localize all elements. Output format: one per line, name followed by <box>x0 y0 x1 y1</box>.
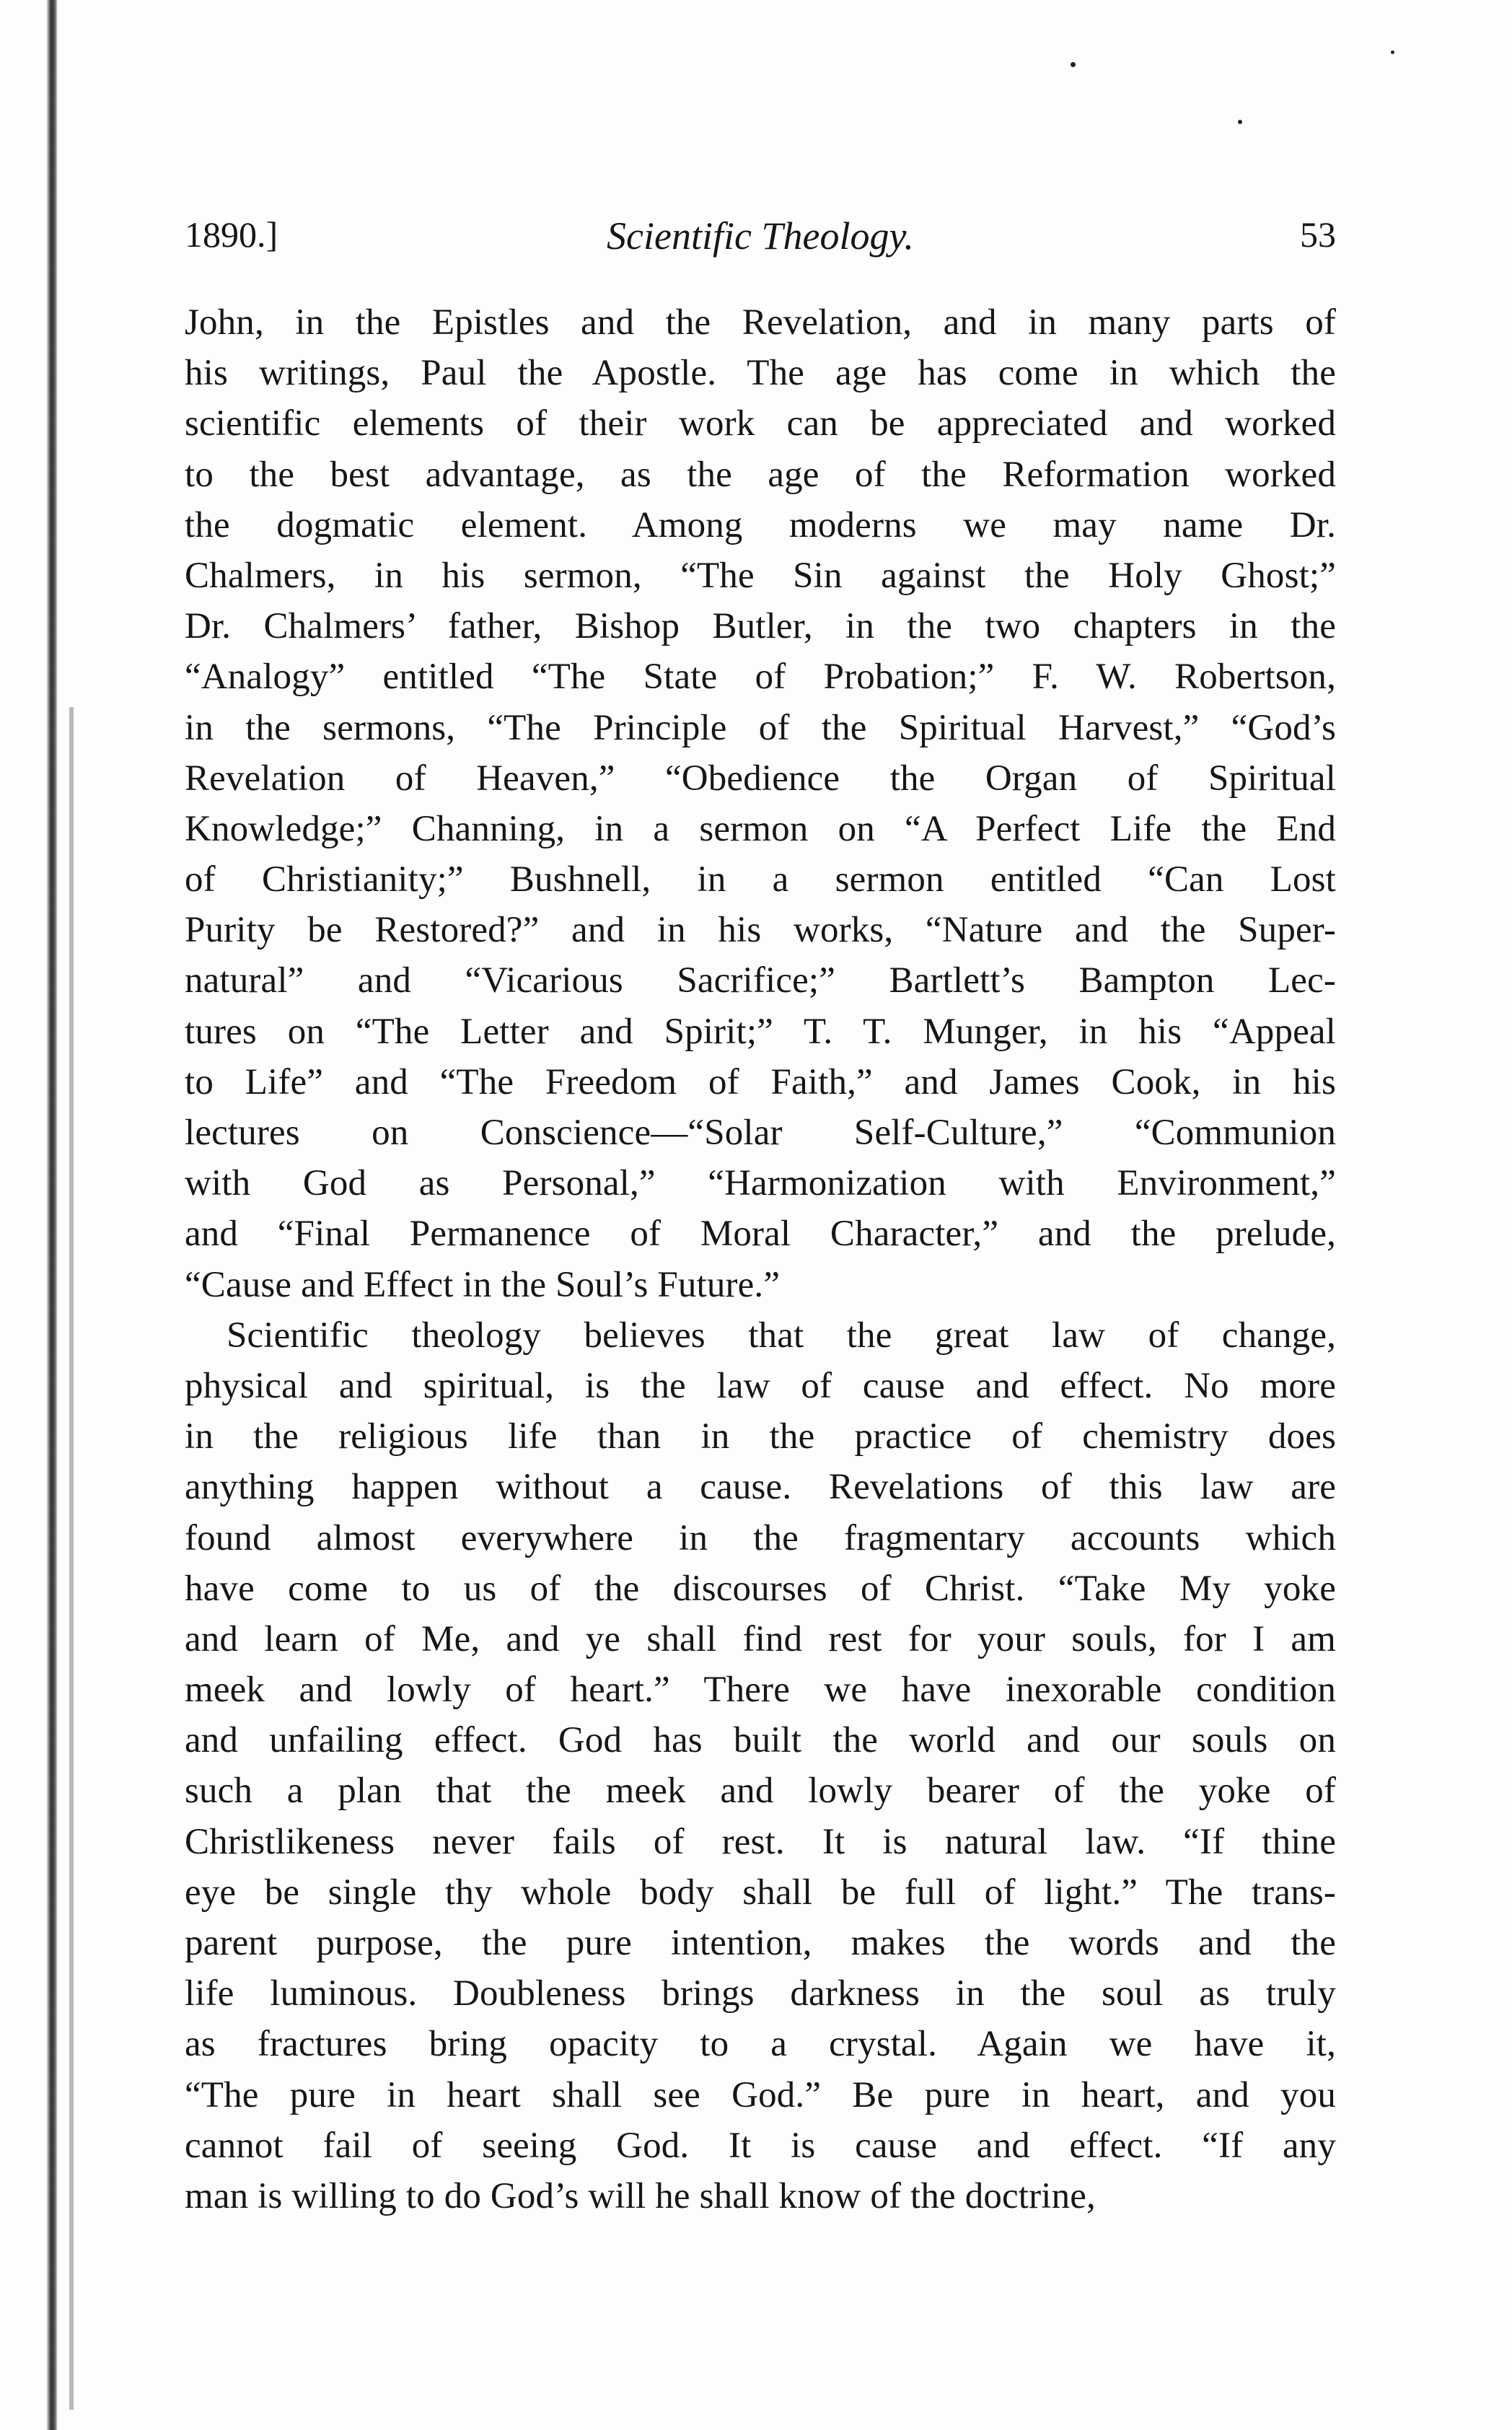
text-line: anything happen without a cause. Revelations of this law are <box>185 1467 1336 1508</box>
paragraph <box>185 1310 1336 2221</box>
text-line: in the sermons, “The Principle of the Spiritual Harvest,” “God’s <box>185 707 1336 748</box>
text-line: Knowledge;” Channing, in a sermon on “A Perfect Life the End <box>185 808 1336 849</box>
text-line: the dogmatic element. Among moderns we may name Dr. <box>185 504 1336 545</box>
running-head <box>185 208 1336 266</box>
text-line: of Christianity;” Bushnell, in a sermon entitled “Can Lost <box>185 859 1336 900</box>
text-line: Scientific theology believes that the great law of change, <box>227 1315 1336 1356</box>
paper-speck <box>1071 62 1076 67</box>
text-line: found almost everywhere in the fragmentary accounts which <box>185 1517 1336 1558</box>
paper-speck <box>1238 120 1242 124</box>
text-line: parent purpose, the pure intention, makes the words and the <box>185 1923 1336 1963</box>
text-line: to Life” and “The Freedom of Faith,” and James Cook, in his <box>185 1061 1336 1102</box>
text-line: lectures on Conscience—“Solar Self-Culture,” “Communion <box>185 1113 1336 1153</box>
text-line: “Analogy” entitled “The State of Probation;” F. W. Robertson, <box>185 657 1336 698</box>
text-line: and unfailing effect. God has built the world and our souls on <box>185 1720 1336 1761</box>
body-text <box>185 297 1336 2221</box>
text-line: Dr. Chalmers’ father, Bishop Butler, in the two chapters in the <box>185 606 1336 647</box>
text-line: have come to us of the discourses of Christ. “Take My yoke <box>185 1568 1336 1609</box>
running-head-year: 1890.] <box>185 214 278 255</box>
text-line: to the best advantage, as the age of the Reformation worked <box>185 454 1336 495</box>
page-binding-shadow <box>69 707 74 2410</box>
text-line: Chalmers, in his sermon, “The Sin against the Holy Ghost;” <box>185 555 1336 596</box>
paragraph <box>185 297 1336 1310</box>
text-line: natural” and “Vicarious Sacrifice;” Bartlett’s Bampton Lec- <box>185 960 1336 1001</box>
page-binding-edge <box>46 0 58 2430</box>
text-line: Christlikeness never fails of rest. It is natural law. “If thine <box>185 1821 1336 1862</box>
text-line: such a plan that the meek and lowly bearer of the yoke of <box>185 1771 1336 1812</box>
text-line: meek and lowly of heart.” There we have inexorable condition <box>185 1670 1336 1711</box>
text-line: with God as Personal,” “Harmonization with Environment,” <box>185 1163 1336 1204</box>
text-line: in the religious life than in the practice of chemistry does <box>185 1416 1336 1457</box>
text-line: as fractures bring opacity to a crystal. Again we have it, <box>185 2024 1336 2065</box>
text-line: Revelation of Heaven,” “Obedience the Organ of Spiritual <box>185 758 1336 799</box>
text-line: and learn of Me, and ye shall find rest for your souls, for I am <box>185 1618 1336 1659</box>
text-line: his writings, Paul the Apostle. The age has come in which the <box>185 353 1336 394</box>
text-line: man is willing to do God’s will he shall know of the doctrine, <box>185 2175 1096 2216</box>
text-line: tures on “The Letter and Spirit;” T. T. Munger, in his “Appeal <box>185 1011 1336 1052</box>
text-line: “Cause and Effect in the Soul’s Future.” <box>185 1264 781 1305</box>
text-line: “The pure in heart shall see God.” Be pure in heart, and you <box>185 2074 1336 2115</box>
text-line: John, in the Epistles and the Revelation, and in many parts of <box>185 302 1336 343</box>
text-line: and “Final Permanence of Moral Character,” and the prelude, <box>185 1214 1336 1255</box>
text-line: Purity be Restored?” and in his works, “Nature and the Super- <box>185 910 1336 951</box>
text-line: life luminous. Doubleness brings darkness in the soul as truly <box>185 1973 1336 2014</box>
text-line: scientific elements of their work can be appreciated and worked <box>185 403 1336 444</box>
text-line: cannot fail of seeing God. It is cause and effect. “If any <box>185 2125 1336 2166</box>
text-line: eye be single thy whole body shall be full of light.” The trans- <box>185 1872 1336 1913</box>
text-line: physical and spiritual, is the law of cause and effect. No more <box>185 1365 1336 1406</box>
paper-speck <box>1391 51 1394 54</box>
page-number: 53 <box>1300 214 1336 255</box>
running-head-title: Scientific Theology. <box>607 214 914 258</box>
